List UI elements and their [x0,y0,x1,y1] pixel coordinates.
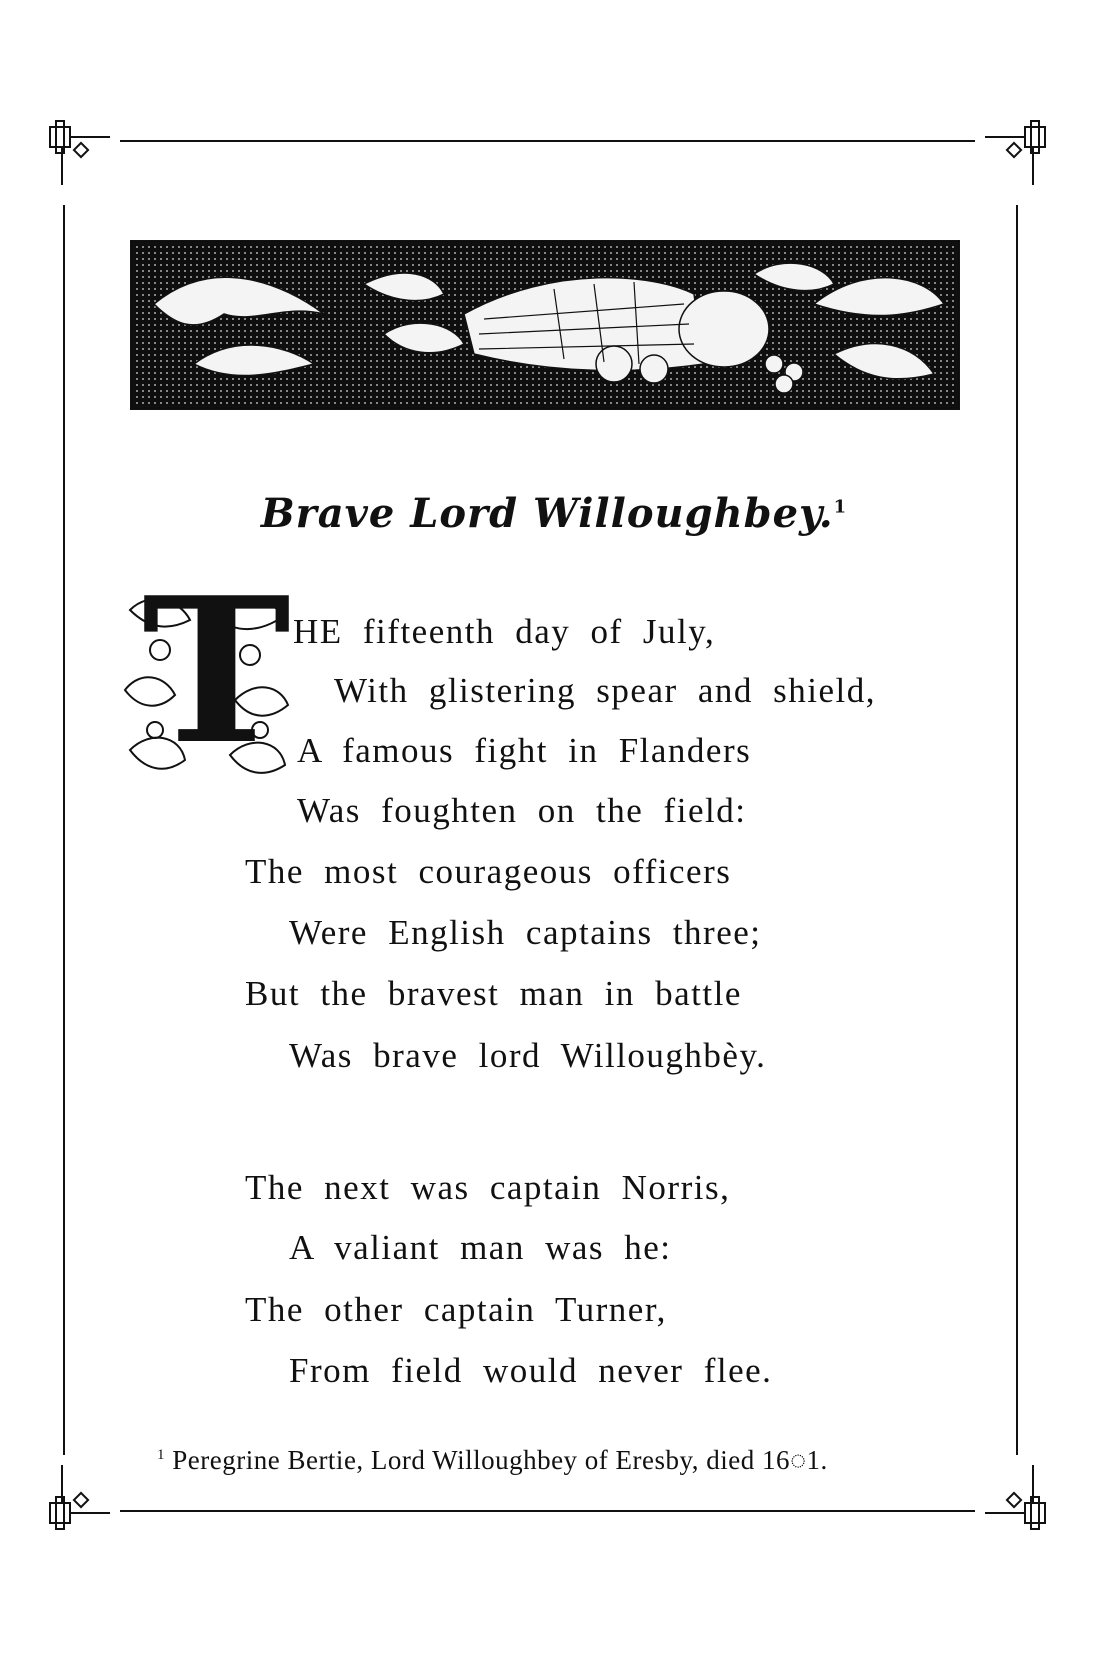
footnote [157,1445,828,1476]
poem-title-text: Brave Lord Willoughbey. [260,490,834,537]
verse-line: The other captain Turner, [245,1290,667,1329]
verse-line: The next was captain Norris, [245,1168,731,1207]
title-footnote-mark: 1 [833,496,848,518]
corner-ornament-top-left-icon [40,115,110,185]
frame-left-rule [63,205,65,1455]
footnote-mark: 1 [157,1447,165,1463]
verse-line: A famous fight in Flanders [297,731,752,770]
poem-title [0,490,1108,537]
footnote-text: Peregrine Bertie, Lord Willoughbey of Eresby, died 16◌1. [172,1445,828,1475]
frame-right-rule [1016,205,1018,1455]
verse-line: Was foughten on the field: [297,791,747,830]
decorated-initial [120,554,291,789]
frame-bottom-rule [120,1510,975,1512]
verse-line: Was brave lord Willoughbèy. [289,1036,767,1075]
verse-line: From field would never flee. [289,1351,773,1390]
decorated-initial-letter: T [142,554,291,789]
verse-line: HE fifteenth day of July, [293,612,716,651]
frame-top-rule [120,140,975,142]
corner-ornament-bottom-right-icon [985,1465,1055,1535]
verse-line: The most courageous officers [245,852,732,891]
verse-line: A valiant man was he: [289,1228,672,1267]
verse-line: With glistering spear and shield, [334,671,877,710]
corner-ornament-top-right-icon [985,115,1055,185]
corner-ornament-bottom-left-icon [40,1465,110,1535]
headpiece-cornucopia-ornament [130,240,960,410]
verse-line: Were English captains three; [289,913,762,952]
verse-line: But the bravest man in battle [245,974,742,1013]
